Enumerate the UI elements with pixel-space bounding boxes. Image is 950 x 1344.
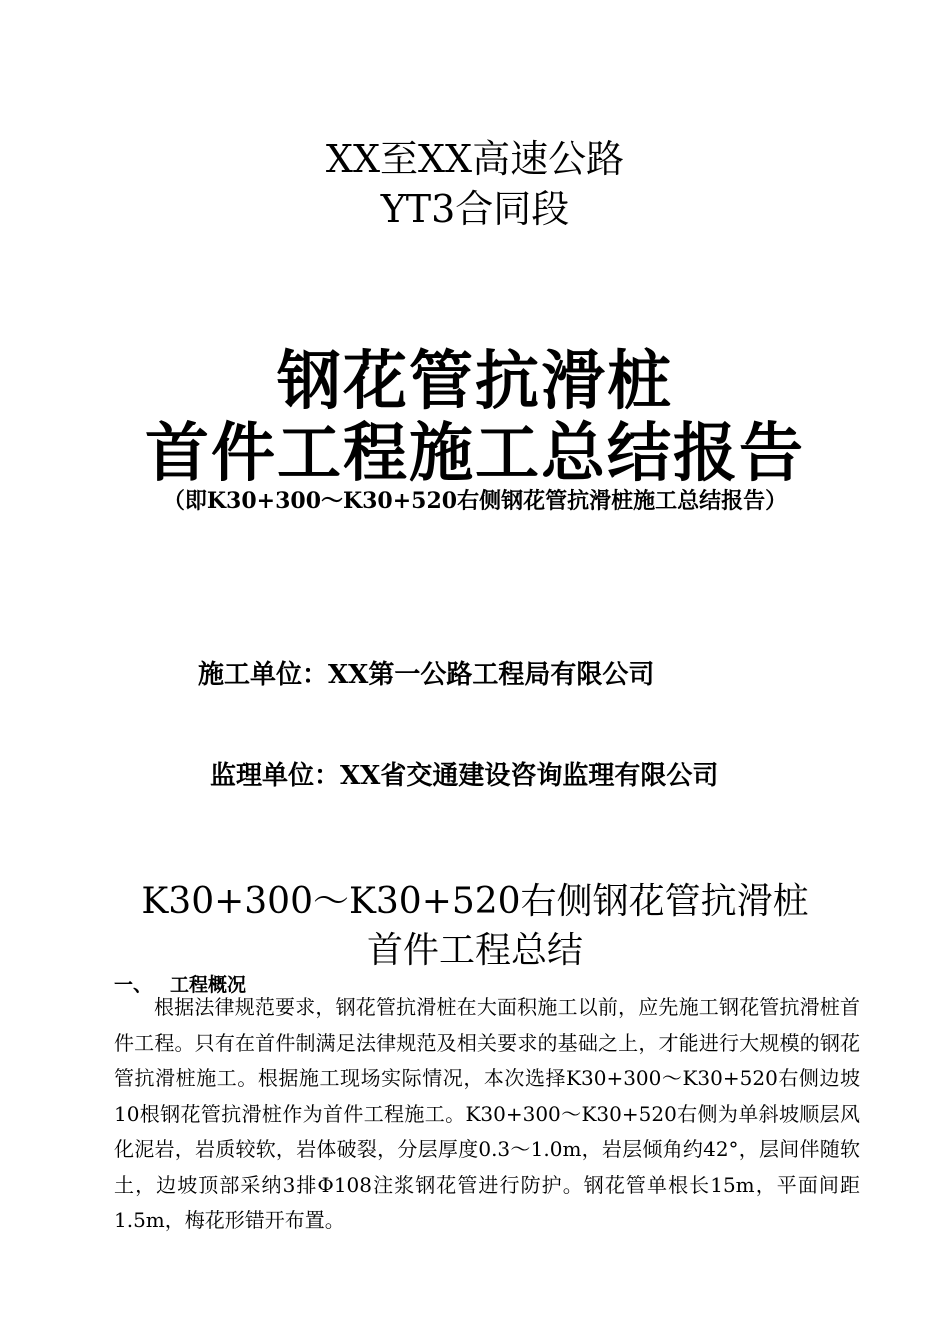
project-name: XX至XX高速公路: [325, 137, 625, 181]
construction-unit: 施工单位：XX第一公路工程局有限公司: [198, 660, 655, 690]
report-subtitle: （即K30+300～K30+520右侧钢花管抗滑桩施工总结报告）: [162, 488, 788, 514]
contract-section: YT3合同段: [380, 187, 570, 231]
section-number: 一、: [114, 974, 153, 996]
section-paragraph: 根据法律规范要求，钢花管抗滑桩在大面积施工以前，应先施工钢花管抗滑桩首件工程。只有在首件制满足法律规范及相关要求的基础之上，才能进行大规模的钢花管抗滑桩施工。根据施工现场实际情况，本次选择K30+300～K30+520右侧边坡10根钢花管抗滑桩作为首件工程施工。K30+300～K30+520右侧为单斜坡顺层风化泥岩，岩质较软，岩体破裂，分层厚度0.3～1.0m，岩层倾角约42°，层间伴随软土，边坡顶部采纳3排Φ108注浆钢花管进行防护。钢花管单根长15m，平面间距1.5m，梅花形错开布置。: [114, 995, 860, 1232]
section-title: 工程概况: [170, 974, 247, 996]
supervision-unit: 监理单位：XX省交通建设咨询监理有限公司: [210, 761, 719, 791]
summary-title-line1: K30+300～K30+520右侧钢花管抗滑桩: [141, 881, 809, 922]
summary-title-line2: 首件工程总结: [366, 930, 583, 971]
report-title-line2: 首件工程施工总结报告: [145, 416, 805, 491]
report-title-line1: 钢花管抗滑桩: [277, 344, 673, 419]
